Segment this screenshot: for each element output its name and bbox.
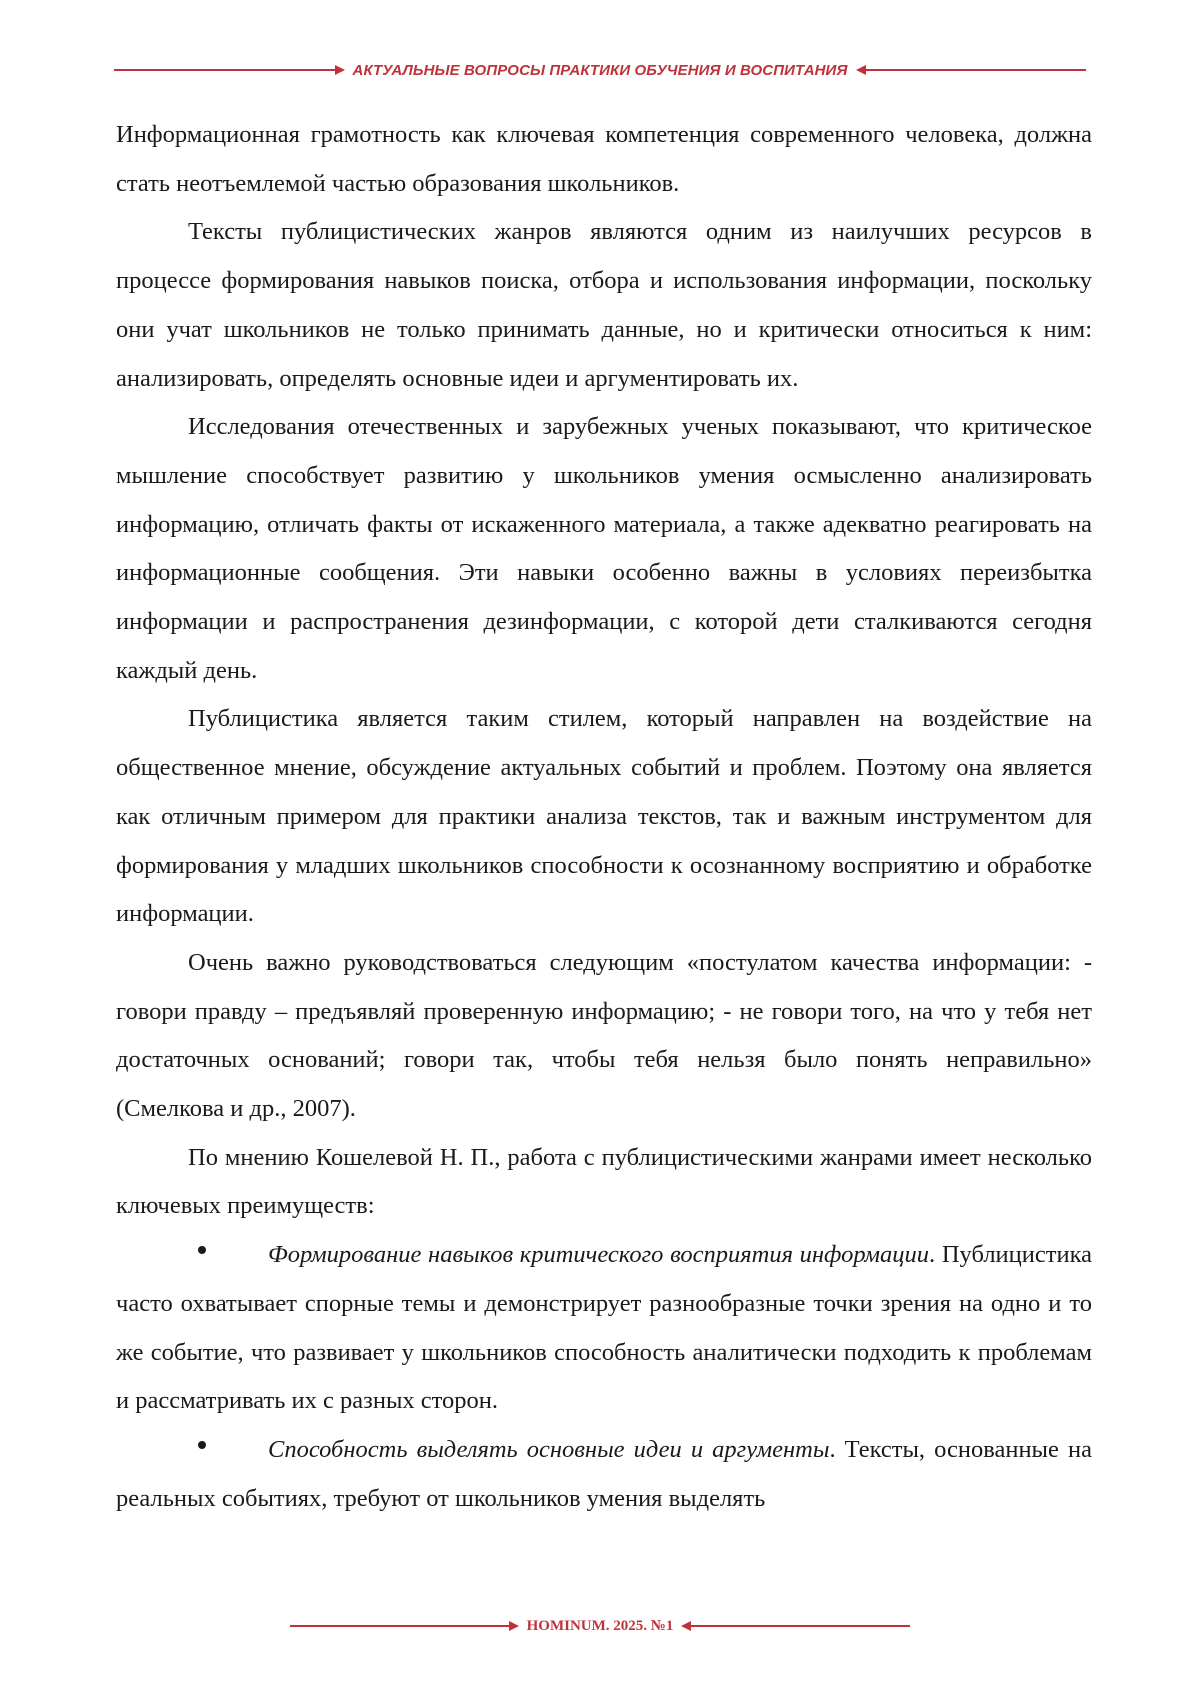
list-item	[116, 1426, 1092, 1523]
footer-rule-right	[691, 1625, 910, 1627]
header-rule-left	[114, 69, 335, 71]
article-body	[116, 111, 1092, 1523]
running-header	[114, 58, 1086, 82]
footer-rule-left	[290, 1625, 509, 1627]
journal-section-title: АКТУАЛЬНЫЕ ВОПРОСЫ ПРАКТИКИ ОБУЧЕНИЯ И ВОСПИТАНИЯ	[352, 61, 848, 79]
running-footer	[290, 1614, 910, 1638]
footer-arrow-left-icon	[681, 1621, 691, 1631]
paragraph: Публицистика является таким стилем, который направлен на воздействие на общественное мнение, обсуждение актуальных событий и проблем. Поэтому она является как отличным примером для практики анализа текстов, так и важным инструментом для формирования у младших школьников способности к осознанному восприятию и обработке информации.	[116, 705, 1092, 928]
journal-issue: HOMINUM. 2025. №1	[526, 1617, 674, 1634]
list-item-text: . Тексты, основанные на реальных событиях, требуют от школьников умения выделять	[116, 1435, 1092, 1512]
paragraph: Исследования отечественных и зарубежных ученых показывают, что критическое мышление способствует развитию у школьников умения осмысленно анализировать информацию, отличать факты от искаженного материала, а также адекватно реагировать на информационные сообщения. Эти навыки особенно важны в условиях переизбытка информации и распространения дезинформации, с которой дети сталкиваются сегодня каждый день.	[116, 413, 1092, 684]
paragraph: Очень важно руководствоваться следующим «постулатом качества информации: - говори правду – предъявляй проверенную информацию; - не говори того, на что у тебя нет достаточных оснований; говори так, чтобы тебя нельзя было понять неправильно» (Смелкова и др., 2007).	[116, 948, 1092, 1123]
list-item	[116, 1231, 1092, 1426]
list-item-title: Способность выделять основные идеи и аргументы	[268, 1435, 830, 1463]
paragraph: По мнению Кошелевой Н. П., работа с публицистическими жанрами имеет несколько ключевых преимуществ:	[116, 1143, 1092, 1220]
header-rule-right	[866, 69, 1087, 71]
header-arrow-left-icon	[856, 65, 866, 75]
paragraph: Тексты публицистических жанров являются одним из наилучших ресурсов в процессе формирования навыков поиска, отбора и использования информации, поскольку они учат школьников не только принимать данные, но и критически относиться к ним: анализировать, определять основные идеи и аргументировать их.	[116, 218, 1092, 392]
header-arrow-right-icon	[335, 65, 345, 75]
list-item-title: Формирование навыков критического восприятия информации	[268, 1241, 930, 1269]
list-item-text: . Публицистика часто охватывает спорные темы и демонстрирует разнообразные точки зрения на одно и то же событие, что развивает у школьников способность аналитически подходить к проблемам и рассматривать их с разных сторон.	[116, 1241, 1092, 1415]
paragraph: Информационная грамотность как ключевая компетенция современного человека, должна стать неотъемлемой частью образования школьников.	[116, 121, 1092, 197]
footer-arrow-right-icon	[509, 1621, 519, 1631]
